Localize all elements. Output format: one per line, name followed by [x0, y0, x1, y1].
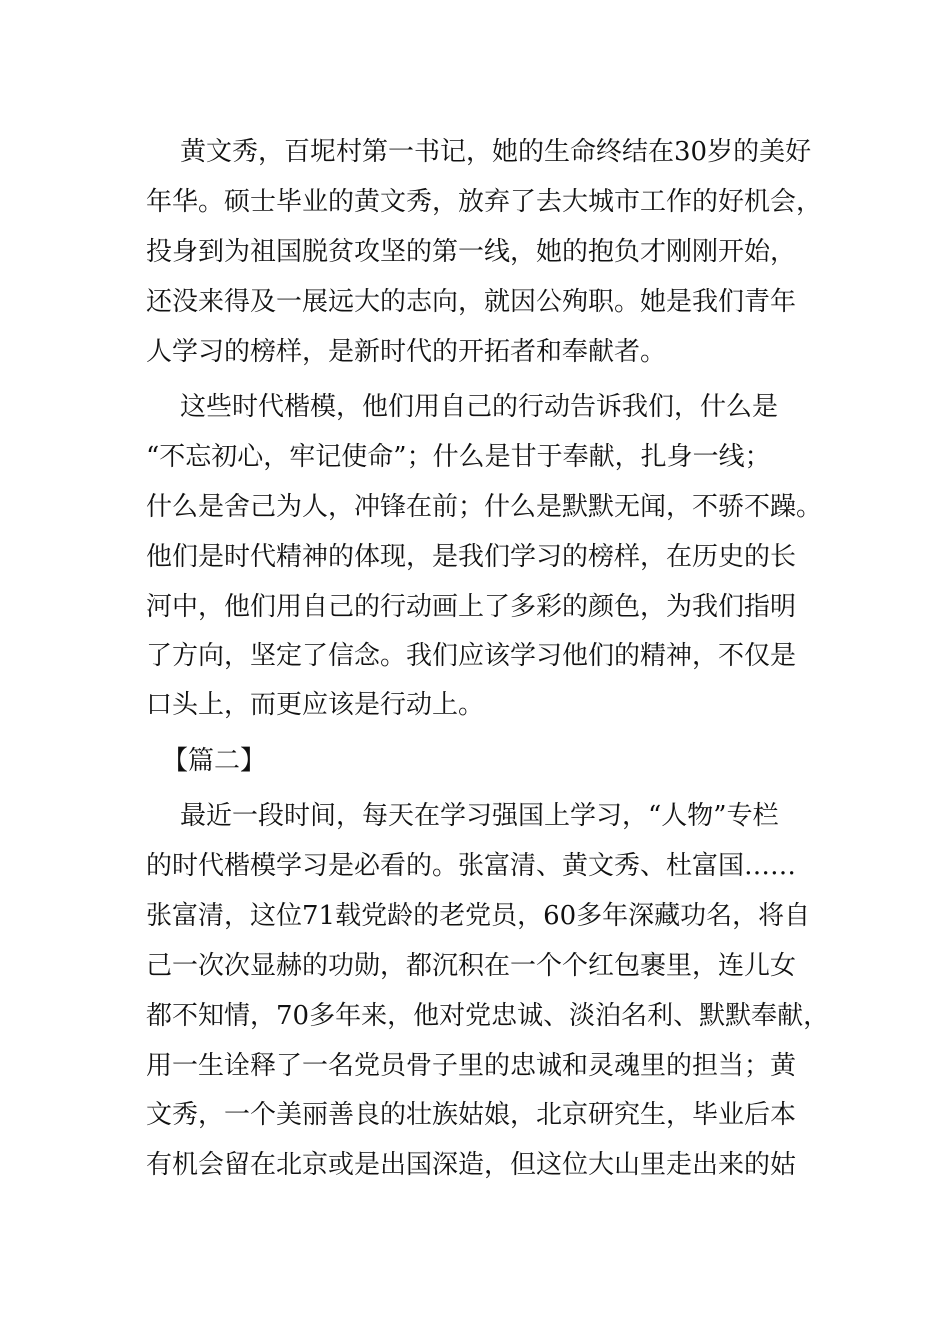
- text-line: 河中，他们用自己的行动画上了多彩的颜色，为我们指明: [146, 592, 797, 622]
- text-line: 口头上，而更应该是行动上。: [146, 690, 485, 720]
- text-line: 了方向，坚定了信念。我们应该学习他们的精神，不仅是: [146, 641, 797, 671]
- text-line: 用一生诠释了一名党员骨子里的忠诚和灵魂里的担当；黄: [146, 1051, 797, 1081]
- text-line: 己一次次显赫的功勋，都沉积在一个个红包裹里，连儿女: [146, 951, 797, 981]
- text-line: 投身到为祖国脱贫攻坚的第一线，她的抱负才刚刚开始，: [146, 237, 797, 267]
- text-line: 这些时代楷模，他们用自己的行动告诉我们，什么是: [180, 392, 779, 422]
- text-line: 他们是时代精神的体现，是我们学习的榜样，在历史的长: [146, 542, 797, 572]
- text-line: 有机会留在北京或是出国深造，但这位大山里走出来的姑: [146, 1150, 797, 1180]
- text-line: 还没来得及一展远大的志向，就因公殉职。她是我们青年: [146, 287, 797, 317]
- text-line: 的时代楷模学习是必看的。张富清、黄文秀、杜富国……: [146, 851, 797, 881]
- text-line: 什么是舍己为人，冲锋在前；什么是默默无闻，不骄不躁。: [146, 492, 823, 522]
- section-heading: 【篇二】: [162, 746, 267, 776]
- text-line: 黄文秀，百坭村第一书记，她的生命终结在30岁的美好: [180, 137, 812, 167]
- text-line: 文秀，一个美丽善良的壮族姑娘，北京研究生，毕业后本: [146, 1100, 797, 1130]
- text-line: 张富清，这位71载党龄的老党员，60多年深藏功名，将自: [146, 901, 811, 931]
- text-line: 最近一段时间，每天在学习强国上学习，“人物”专栏: [180, 801, 779, 831]
- text-line: 年华。硕士毕业的黄文秀，放弃了去大城市工作的好机会，: [146, 187, 823, 217]
- text-line: 人学习的榜样，是新时代的开拓者和奉献者。: [146, 337, 667, 367]
- text-line: 都不知情，70多年来，他对党忠诚、淡泊名利、默默奉献，: [146, 1001, 830, 1031]
- text-line: “不忘初心，牢记使命”；什么是甘于奉献，扎身一线；: [146, 442, 771, 472]
